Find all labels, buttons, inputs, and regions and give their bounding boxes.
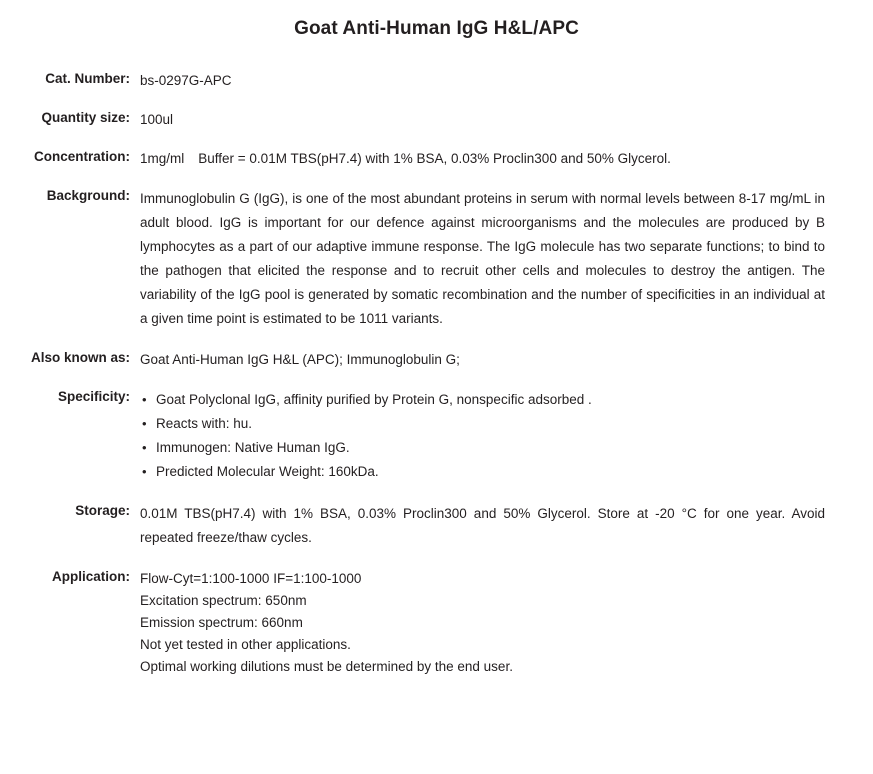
field-label-specificity: Specificity: [57,389,130,404]
application-line: Flow-Cyt=1:100-1000 IF=1:100-1000 [140,571,362,586]
datasheet-page [0,18,873,774]
field-value-quantity-size: 100ul [140,112,174,127]
field-list [0,70,873,678]
field-value-cat-number: bs-0297G-APC [140,73,232,88]
list-item: • Reacts with: hu. [140,412,592,436]
list-item: • Predicted Molecular Weight: 160kDa. [140,460,592,484]
field-row-specificity [0,388,873,484]
field-label-storage: Storage: [75,503,130,518]
specificity-list [140,388,592,484]
field-label-also-known-as: Also known as: [30,350,130,365]
field-value-application [140,568,533,678]
field-label-concentration: Concentration: [34,149,130,164]
field-label-background: Background: [46,188,130,203]
field-value-concentration [140,148,691,169]
field-row-quantity-size [0,109,873,130]
application-line: Optimal working dilutions must be determined by the end user. [140,659,513,674]
application-line: Emission spectrum: 660nm [140,615,303,630]
field-value-specificity [140,388,612,484]
field-row-storage [0,502,873,550]
application-line: Excitation spectrum: 650nm [140,593,307,608]
field-label-quantity-size: Quantity size: [41,110,130,125]
concentration-buffer: Buffer = 0.01M TBS(pH7.4) with 1% BSA, 0.03% Proclin300 and 50% Glycerol. [198,151,671,166]
field-label-application: Application: [52,569,130,584]
field-label-cat-number: Cat. Number: [45,71,130,86]
application-line: Not yet tested in other applications. [140,637,351,652]
field-value-background: Immunoglobulin G (IgG), is one of the most abundant proteins in serum with normal levels between 8-17 mg/mL in adult blood. IgG is important for our defence against microorganisms and the molecules are produced by B lymphocytes as a part of our adaptive immune response. The IgG molecule has two separate functions; to bind to the pathogen that elicited the response and to recruit other cells and molecules to destroy the antigen. The variability of the IgG pool is generated by somatic recombination and the number of specificities in an individual at a given time point is estimated to be 1011 variants. [140,191,825,326]
field-row-concentration [0,148,873,169]
list-item: • Goat Polyclonal IgG, affinity purified by Protein G, nonspecific adsorbed . [140,388,592,412]
field-row-application [0,568,873,678]
field-row-also-known-as [0,349,873,370]
field-value-storage: 0.01M TBS(pH7.4) with 1% BSA, 0.03% Proclin300 and 50% Glycerol. Store at -20 °C for one year. Avoid repeated freeze/thaw cycles. [140,506,825,545]
field-row-cat-number [0,70,873,91]
concentration-amount: 1mg/ml [140,151,185,166]
list-item: • Immunogen: Native Human IgG. [140,436,592,460]
field-value-also-known-as: Goat Anti-Human IgG H&L (APC); Immunoglobulin G; [140,352,460,367]
field-row-background [0,187,873,331]
page-title: Goat Anti-Human IgG H&L/APC [294,18,579,39]
